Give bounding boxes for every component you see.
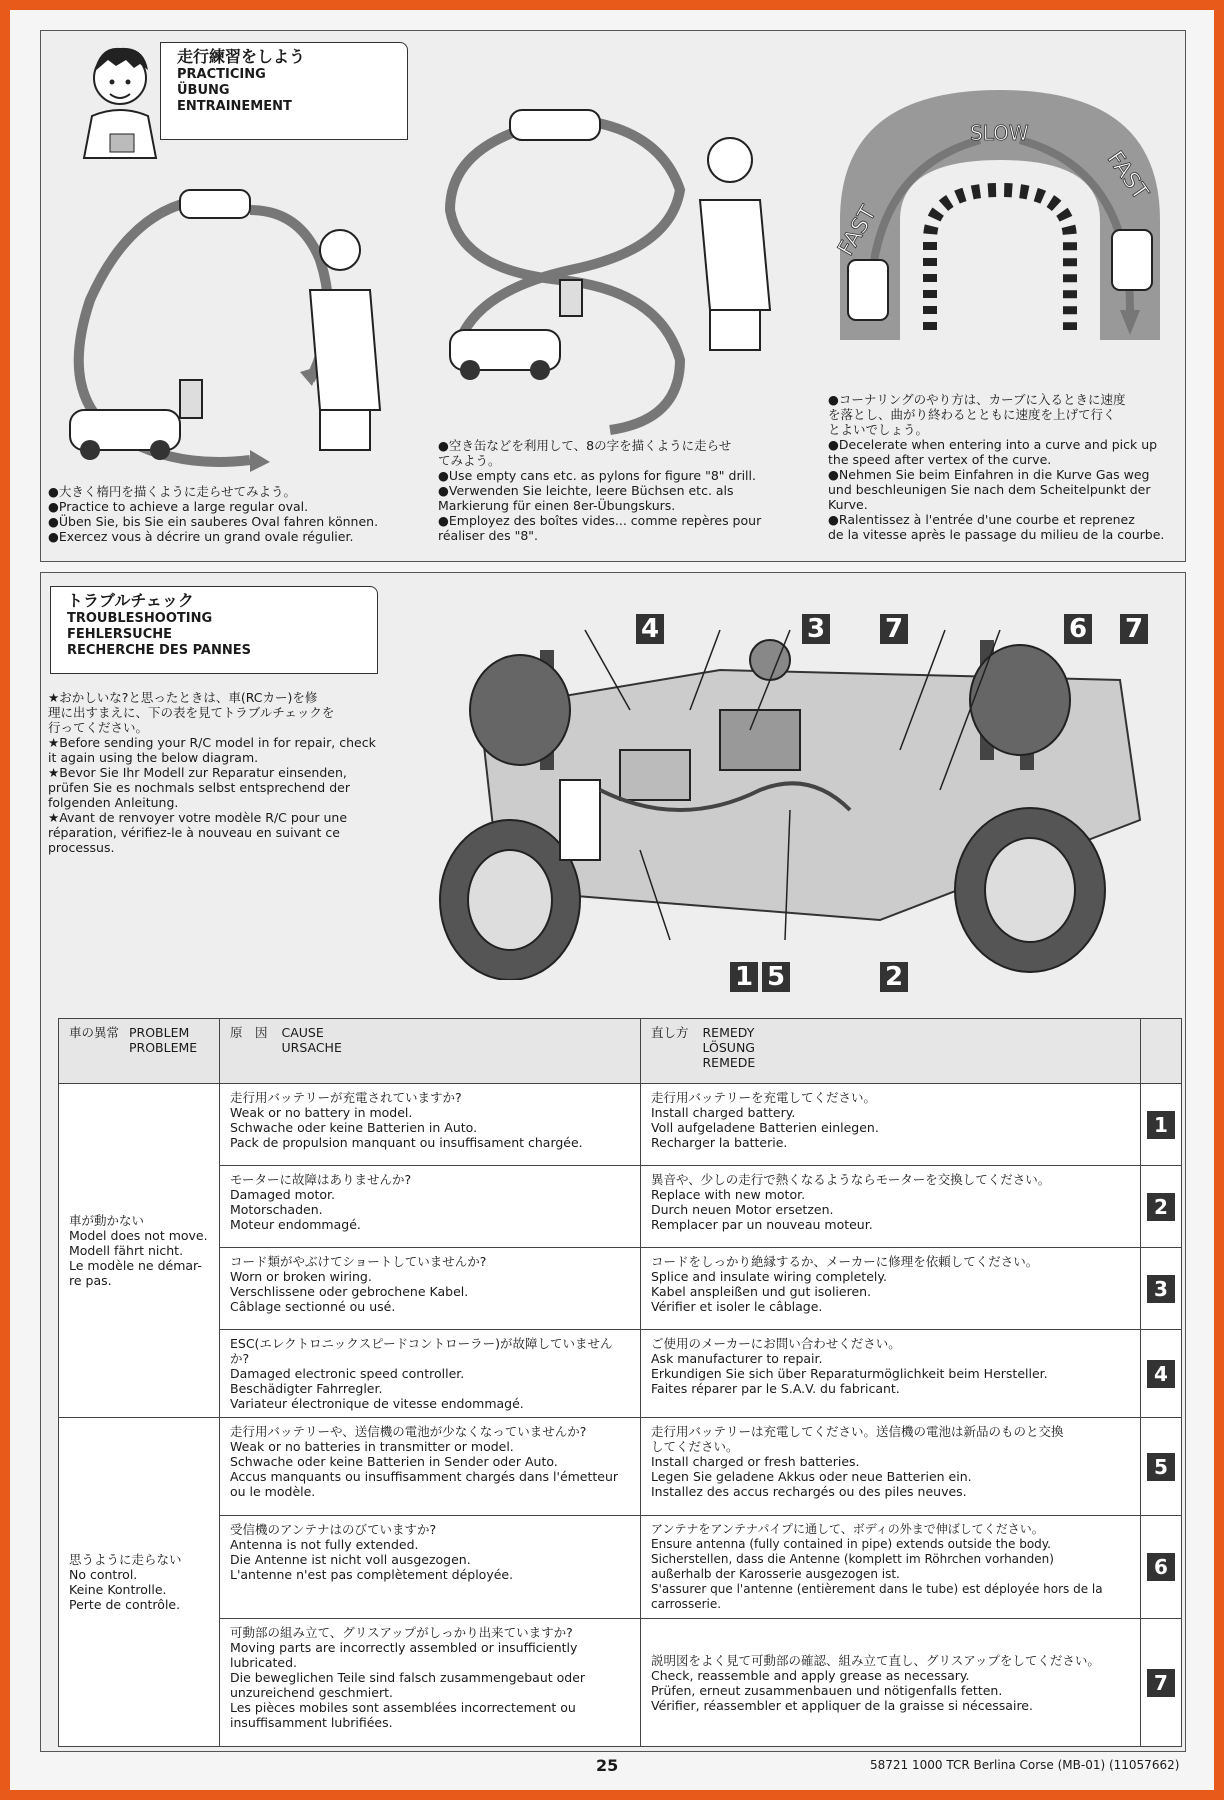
number-badge: 2 [1147, 1193, 1175, 1221]
callout-6: 6 [1064, 614, 1092, 644]
oval-line-de: ●Üben Sie, bis Sie ein sauberes Oval fahren können. [48, 514, 379, 529]
header-remedy-jp: 直し方 [651, 1025, 689, 1040]
intro-line: 行ってください。 [48, 720, 149, 735]
cause-cell: 受信機のアンテナはのびていますか? Antenna is not fully extended. Die Antenne ist nicht voll ausgezogen. L'antenne n'est pas complètement déployée. [220, 1516, 641, 1619]
figure8-line: ●Verwenden Sie leichte, leere Büchsen etc. als [438, 483, 734, 498]
number-badge: 3 [1147, 1275, 1175, 1303]
cause-cell: 走行用バッテリーや、送信機の電池が少なくなっていませんか? Weak or no batteries in transmitter or model. Schwache oder keine Batterien in Sender oder Auto. Accus manquants ou insuffisamment chargés dans l'émetteur ou le modèle. [220, 1418, 641, 1516]
intro-line: processus. [48, 840, 115, 855]
cornering-line: ●Nehmen Sie beim Einfahren in die Kurve Gas weg [828, 467, 1150, 482]
figure8-track-diagram [430, 100, 810, 440]
number-cell [1141, 1619, 1182, 1747]
slow-label: SLOW [970, 121, 1029, 145]
callout-7: 7 [880, 614, 908, 644]
practicing-title-en: PRACTICING [177, 67, 266, 82]
intro-line: réparation, vérifiez-le à nouveau en suivant ce [48, 825, 340, 840]
cornering-line: ●Ralentissez à l'entrée d'une courbe et reprenez [828, 512, 1135, 527]
number-cell [1141, 1248, 1182, 1330]
remedy-cell: 走行用バッテリーは充電してください。送信機の電池は新品のものと交換 してください。 Install charged or fresh batteries. Legen Sie geladene Akkus oder neue Batterien ein. Installez des accus rechargés ou des piles neuves. [641, 1418, 1141, 1516]
table-row [59, 1084, 1182, 1166]
table-row [59, 1330, 1182, 1418]
callout-4: 4 [636, 614, 664, 644]
remedy-cell: 異音や、少しの走行で熱くなるようならモーターを交換してください。 Replace with new motor. Durch neuen Motor ersetzen. Remplacer par un nouveau moteur. [641, 1166, 1141, 1248]
practicing-title-fr: ENTRAINEMENT [177, 99, 292, 114]
table-row [59, 1166, 1182, 1248]
table-row [59, 1418, 1182, 1516]
boy-icon [70, 38, 170, 178]
callout-1: 1 [730, 962, 758, 992]
troubleshooting-title-en: TROUBLESHOOTING [67, 611, 213, 626]
oval-track-diagram [50, 180, 430, 480]
cornering-line: de la vitesse après le passage du milieu de la courbe. [828, 527, 1165, 542]
header-problem-label: PROBLEM PROBLEME [129, 1025, 198, 1055]
number-badge: 6 [1147, 1553, 1175, 1581]
troubleshooting-table [58, 1018, 1182, 1747]
intro-line: it again using the below diagram. [48, 750, 259, 765]
cause-cell: コード類がやぶけてショートしていませんか? Worn or broken wiring. Verschlissene oder gebrochene Kabel. Câblage sectionné ou usé. [220, 1248, 641, 1330]
page-number: 25 [596, 1756, 619, 1775]
header-remedy-label: REMEDY LÖSUNG REMEDE [702, 1025, 756, 1070]
cornering-instructions [828, 392, 1178, 542]
cause-cell: 可動部の組み立て、グリスアップがしっかり出来ていますか? Moving parts are incorrectly assembled or insufficiently lubricated. Die beweglichen Teile sind falsch zusammengebaut oder unzureichend geschmiert. Les pièces mobiles sont assemblées incorrectement ou insuffisamment lubrifiées. [220, 1619, 641, 1747]
oval-instructions [48, 484, 408, 544]
remedy-cell: ご使用のメーカーにお問い合わせください。 Ask manufacturer to repair. Erkundigen Sie sich über Reparaturmöglichkeit beim Hersteller. Faites réparer par le S.A.V. du fabricant. [641, 1330, 1141, 1418]
number-cell [1141, 1166, 1182, 1248]
practicing-title-box [160, 42, 408, 140]
troubleshooting-title-box [50, 586, 378, 674]
number-badge: 1 [1147, 1111, 1175, 1139]
figure8-line: ●空き缶などを利用して、8の字を描くように走らせ [438, 438, 732, 453]
figure8-line: ●Use empty cans etc. as pylons for figure "8" drill. [438, 468, 756, 483]
number-badge: 7 [1147, 1669, 1175, 1697]
figure8-line: Markierung für einen 8er-Übungskurs. [438, 498, 676, 513]
cornering-line: ●コーナリングのやり方は、カーブに入るときに速度 [828, 392, 1126, 407]
callout-5: 5 [762, 962, 790, 992]
intro-line: folgenden Anleitung. [48, 795, 179, 810]
cornering-line: Kurve. [828, 497, 868, 512]
callout-3: 3 [802, 614, 830, 644]
cause-cell: モーターに故障はありませんか? Damaged motor. Motorschaden. Moteur endommagé. [220, 1166, 641, 1248]
table-row [59, 1248, 1182, 1330]
intro-line: prüfen Sie es nochmals selbst entsprechend der [48, 780, 350, 795]
troubleshooting-intro [48, 690, 398, 855]
cornering-line: を落とし、曲がり終わるとともに速度を上げて行く [828, 407, 1116, 422]
intro-line: 理に出すまえに、下の表を見てトラブルチェックを [48, 705, 335, 720]
header-cause-jp: 原 因 [230, 1025, 268, 1040]
fast-label-left: FAST [833, 201, 882, 261]
cause-cell: 走行用バッテリーが充電されていますか? Weak or no battery in model. Schwache oder keine Batterien in Auto. Pack de propulsion manquant ou insuffisament chargée. [220, 1084, 641, 1166]
remedy-cell: コードをしっかり絶縁するか、メーカーに修理を依頼してください。 Splice and insulate wiring completely. Kabel anspleißen und gut isolieren. Vérifier et isoler le câblage. [641, 1248, 1141, 1330]
remedy-cell: 走行用バッテリーを充電してください。 Install charged battery. Voll aufgeladene Batterien einlegen. Recharger la batterie. [641, 1084, 1141, 1166]
table-row [59, 1516, 1182, 1619]
figure8-line: ●Employez des boîtes vides... comme repères pour [438, 513, 762, 528]
number-badge: 4 [1147, 1360, 1175, 1388]
troubleshooting-title-de: FEHLERSUCHE [67, 627, 173, 642]
remedy-cell: アンテナをアンテナパイプに通して、ボディの外まで伸ばしてください。 Ensure antenna (fully contained in pipe) extends outside the body. Sicherstellen, dass die Antenne (komplett im Röhrchen vorhanden) außerhalb der Karosserie ausgezogen ist. S'assurer que l'antenne (entièrement dans le tube) est déployée hors de la carrosserie. [641, 1516, 1141, 1619]
number-badge: 5 [1147, 1453, 1175, 1481]
chassis-illustration [420, 590, 1160, 980]
header-cause-label: CAUSE URSACHE [281, 1025, 342, 1055]
intro-line: ★Bevor Sie Ihr Modell zur Reparatur einsenden, [48, 765, 347, 780]
header-num [1141, 1019, 1182, 1084]
cause-cell: ESC(エレクトロニックスピードコントローラー)が故障していませんか? Damaged electronic speed controller. Beschädigter Fahrregler. Variateur électronique de vitesse endommagé. [220, 1330, 641, 1418]
cornering-line: とよいでしょう。 [828, 422, 929, 437]
figure8-line: てみよう。 [438, 453, 501, 468]
cornering-diagram [830, 70, 1170, 350]
number-cell [1141, 1330, 1182, 1418]
remedy-cell: 説明図をよく見て可動部の確認、組み立て直し、グリスアップをしてください。 Check, reassemble and apply grease as necessary. Prüfen, erneut zusammenbauen und nötigenfalls fetten. Vérifier, réassembler et appliquer de la graisse si nécessaire. [641, 1619, 1141, 1747]
intro-line: ★Avant de renvoyer votre modèle R/C pour une [48, 810, 348, 825]
oval-line-jp: ●大きく楕円を描くように走らせてみよう。 [48, 484, 297, 499]
callout-2: 2 [880, 962, 908, 992]
cornering-line: the speed after vertex of the curve. [828, 452, 1052, 467]
cornering-line: ●Decelerate when entering into a curve and pick up [828, 437, 1158, 452]
oval-line-fr: ●Exercez vous à décrire un grand ovale régulier. [48, 529, 354, 544]
cornering-line: und beschleunigen Sie nach dem Scheitelpunkt der [828, 482, 1151, 497]
troubleshooting-title-jp: トラブルチェック [67, 591, 194, 610]
fast-label-right: FAST [1101, 146, 1153, 205]
header-remedy [641, 1019, 1141, 1084]
figure8-instructions [438, 438, 798, 543]
practicing-title-de: ÜBUNG [177, 83, 230, 98]
intro-line: ★Before sending your R/C model in for repair, check [48, 735, 376, 750]
problem-cell-1: 車が動かない Model does not move. Modell fährt nicht. Le modèle ne démar- re pas. [59, 1084, 220, 1418]
manual-page [10, 10, 1214, 1790]
oval-line-en: ●Practice to achieve a large regular oval. [48, 499, 309, 514]
model-code: 58721 1000 TCR Berlina Corse (MB-01) (11057662) [870, 1758, 1180, 1772]
practicing-title-jp: 走行練習をしよう [177, 47, 306, 66]
number-cell [1141, 1418, 1182, 1516]
callout-7b: 7 [1120, 614, 1148, 644]
header-problem [59, 1019, 220, 1084]
number-cell [1141, 1516, 1182, 1619]
problem-cell-2: 思うように走らない No control. Keine Kontrolle. Perte de contrôle. [59, 1418, 220, 1747]
table-header-row [59, 1019, 1182, 1084]
figure8-line: réaliser des "8". [438, 528, 539, 543]
header-cause [220, 1019, 641, 1084]
troubleshooting-title-fr: RECHERCHE DES PANNES [67, 643, 251, 658]
number-cell [1141, 1084, 1182, 1166]
intro-line: ★おかしいな?と思ったときは、車(RCカー)を修 [48, 690, 318, 705]
table-row [59, 1619, 1182, 1747]
header-problem-jp: 車の異常 [69, 1025, 120, 1040]
